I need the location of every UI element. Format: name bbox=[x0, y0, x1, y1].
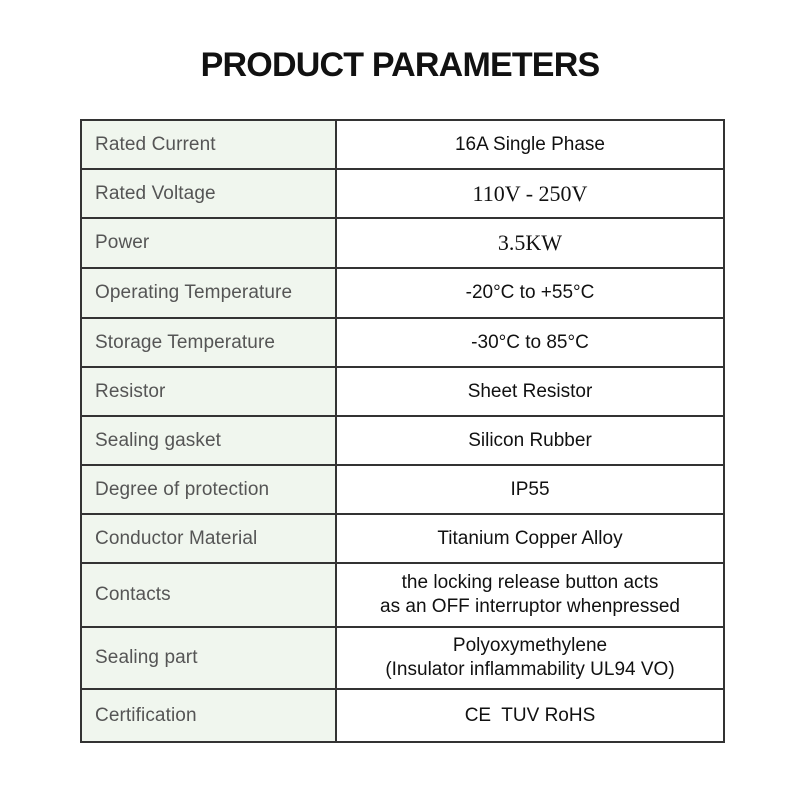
row-label: Sealing gasket bbox=[82, 417, 337, 464]
table-row bbox=[82, 690, 723, 741]
table-row bbox=[82, 170, 723, 219]
table-row bbox=[82, 219, 723, 269]
row-label: Rated Voltage bbox=[82, 170, 337, 217]
row-value-line: the locking release button acts bbox=[401, 572, 659, 593]
row-value: Titanium Copper Alloy bbox=[337, 515, 723, 562]
row-value: CE TUV RoHS bbox=[337, 690, 723, 741]
row-value: -20°C to +55°C bbox=[337, 269, 723, 317]
row-label: Storage Temperature bbox=[82, 319, 337, 366]
row-value: 16A Single Phase bbox=[337, 121, 723, 168]
table-row bbox=[82, 368, 723, 417]
row-label: Conductor Material bbox=[82, 515, 337, 562]
table-row bbox=[82, 564, 723, 628]
row-value: Silicon Rubber bbox=[337, 417, 723, 464]
row-label: Sealing part bbox=[82, 628, 337, 688]
row-value: 3.5KW bbox=[337, 219, 723, 267]
row-value: -30°C to 85°C bbox=[337, 319, 723, 366]
row-label: Power bbox=[82, 219, 337, 267]
table-row bbox=[82, 121, 723, 170]
row-value bbox=[337, 564, 723, 626]
row-label: Operating Temperature bbox=[82, 269, 337, 317]
row-label: Rated Current bbox=[82, 121, 337, 168]
table-row bbox=[82, 269, 723, 319]
row-value-line: as an OFF interruptor whenpressed bbox=[380, 596, 680, 617]
row-value-line: Polyoxymethylene bbox=[452, 635, 608, 656]
table-row bbox=[82, 417, 723, 466]
row-value: IP55 bbox=[337, 466, 723, 513]
table-row bbox=[82, 319, 723, 368]
page-title: PRODUCT PARAMETERS bbox=[200, 46, 600, 84]
table-row bbox=[82, 466, 723, 515]
row-value: 110V - 250V bbox=[337, 170, 723, 217]
row-label: Resistor bbox=[82, 368, 337, 415]
parameters-table bbox=[80, 119, 725, 743]
row-label: Degree of protection bbox=[82, 466, 337, 513]
table-row bbox=[82, 628, 723, 690]
table-row bbox=[82, 515, 723, 564]
row-label: Contacts bbox=[82, 564, 337, 626]
row-value-line: (Insulator inflammability UL94 VO) bbox=[385, 659, 675, 680]
row-value: Sheet Resistor bbox=[337, 368, 723, 415]
row-value bbox=[337, 628, 723, 688]
row-label: Certification bbox=[82, 690, 337, 741]
